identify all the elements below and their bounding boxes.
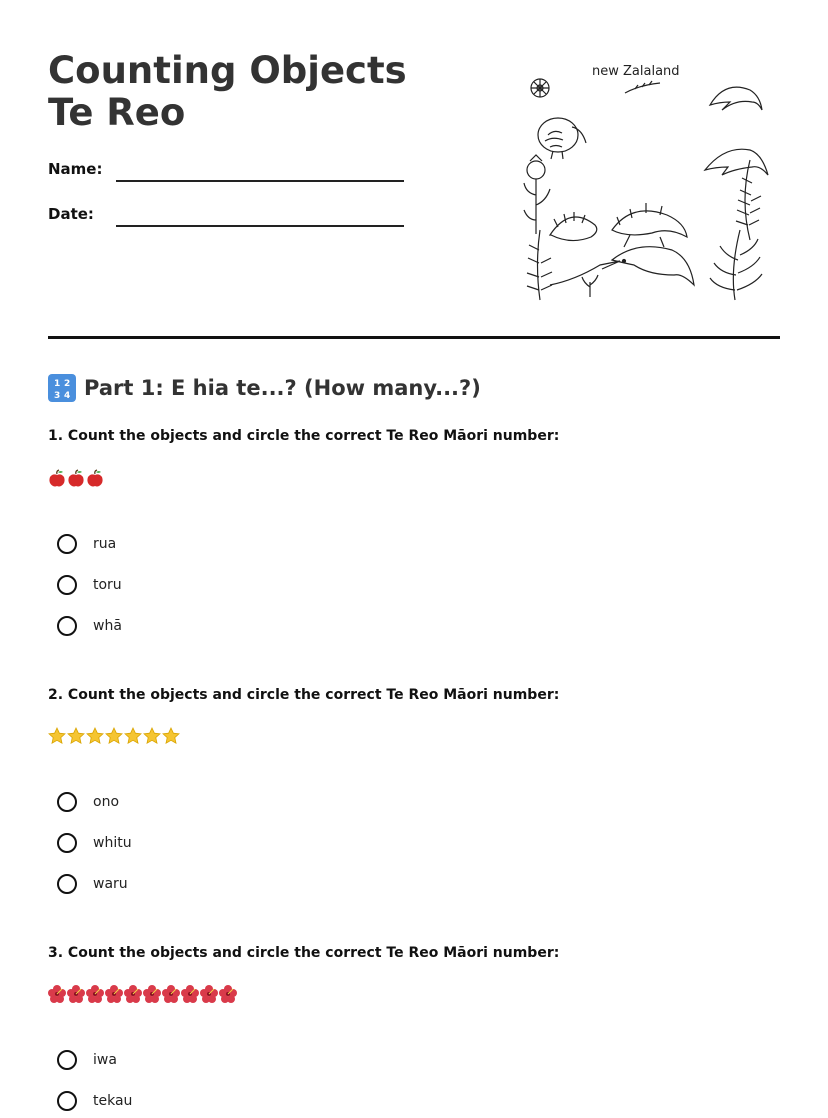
option-label: rua	[93, 536, 117, 552]
question-1-text: 1. Count the objects and circle the correct Te Reo Māori number:	[48, 428, 560, 444]
option-label: waru	[93, 876, 128, 892]
tuatara-icon	[612, 203, 687, 247]
question-1-objects	[48, 469, 104, 489]
name-field[interactable]	[116, 180, 404, 182]
hibiscus-icon	[143, 985, 161, 1003]
apple-icon	[67, 469, 85, 487]
radio-button[interactable]	[57, 1091, 77, 1111]
question-2-text: 2. Count the objects and circle the correct Te Reo Māori number:	[48, 687, 560, 703]
lizard-icon	[550, 261, 620, 285]
hibiscus-icon	[200, 985, 218, 1003]
leafy-plant-icon	[710, 230, 762, 300]
sprout-icon	[582, 275, 598, 297]
hibiscus-icon	[162, 985, 180, 1003]
name-label: Name:	[48, 160, 103, 178]
radio-button[interactable]	[57, 874, 77, 894]
radio-button[interactable]	[57, 1050, 77, 1070]
question-3-objects	[48, 985, 237, 1005]
dolphin-icon	[705, 149, 768, 175]
date-field[interactable]	[116, 225, 404, 227]
svg-text:3: 3	[54, 391, 61, 401]
option-label: iwa	[93, 1052, 117, 1068]
hibiscus-icon	[124, 985, 142, 1003]
option-waru[interactable]	[57, 871, 128, 897]
hibiscus-icon	[86, 985, 104, 1003]
option-label: whā	[93, 618, 122, 634]
option-wha[interactable]	[57, 613, 122, 639]
illustration-caption: new Zalaland	[592, 64, 680, 79]
option-rua[interactable]	[57, 531, 116, 557]
option-label: whitu	[93, 835, 132, 851]
star-icon	[86, 727, 104, 745]
section-divider	[48, 336, 780, 339]
svg-text:2: 2	[64, 379, 71, 389]
star-icon	[143, 727, 161, 745]
radio-button[interactable]	[57, 792, 77, 812]
page-title: Counting Objects Te Reo	[48, 49, 407, 134]
question-3-text: 3. Count the objects and circle the correct Te Reo Māori number:	[48, 945, 560, 961]
hibiscus-icon	[181, 985, 199, 1003]
option-label: toru	[93, 577, 122, 593]
option-label: ono	[93, 794, 120, 810]
svg-text:1: 1	[54, 379, 61, 389]
option-toru[interactable]	[57, 572, 122, 598]
star-icon	[48, 727, 66, 745]
hibiscus-icon	[219, 985, 237, 1003]
option-whitu[interactable]	[57, 830, 132, 856]
radio-button[interactable]	[57, 616, 77, 636]
question-2-objects	[48, 727, 180, 747]
fern-icon	[527, 230, 552, 300]
hedgehog-icon	[550, 212, 597, 241]
section-heading-text: Part 1: E hia te...? (How many...?)	[84, 376, 481, 400]
dolphin-icon	[710, 87, 762, 110]
hibiscus-icon	[67, 985, 85, 1003]
thistle-flower-icon	[524, 155, 550, 234]
fern-icon	[736, 160, 761, 240]
input-numbers-icon	[48, 374, 76, 402]
svg-text:4: 4	[64, 391, 71, 401]
date-label: Date:	[48, 205, 94, 223]
hibiscus-icon	[48, 985, 66, 1003]
dolphin-icon	[612, 247, 694, 285]
star-icon	[124, 727, 142, 745]
apple-icon	[86, 469, 104, 487]
section-heading	[48, 374, 481, 402]
star-icon	[162, 727, 180, 745]
option-tekau[interactable]	[57, 1088, 132, 1114]
option-label: tekau	[93, 1093, 133, 1109]
kiwi-bird-icon	[538, 118, 586, 159]
hibiscus-icon	[105, 985, 123, 1003]
apple-icon	[48, 469, 66, 487]
flower-icon	[531, 79, 549, 97]
radio-button[interactable]	[57, 534, 77, 554]
radio-button[interactable]	[57, 833, 77, 853]
new-zealand-wildlife-illustration	[520, 55, 772, 307]
star-icon	[67, 727, 85, 745]
option-ono[interactable]	[57, 789, 119, 815]
radio-button[interactable]	[57, 575, 77, 595]
star-icon	[105, 727, 123, 745]
option-iwa[interactable]	[57, 1047, 117, 1073]
